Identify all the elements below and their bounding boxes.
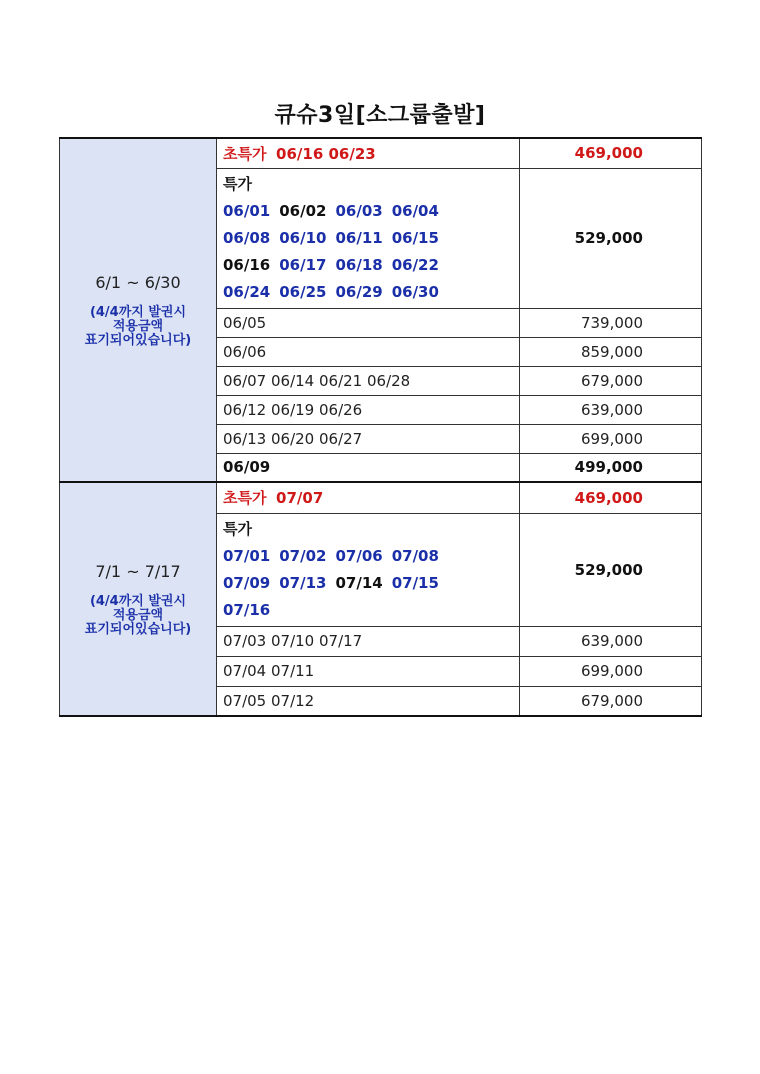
super-special-dates: 06/16 06/23 <box>276 144 376 163</box>
dates-cell: 06/06 <box>217 337 520 366</box>
special-date-line <box>223 252 519 279</box>
super-special-label: 초특가 <box>223 144 267 163</box>
price-cell: 739,000 <box>520 308 702 337</box>
price-cell: 699,000 <box>520 424 702 453</box>
dates-cell: 07/03 07/10 07/17 <box>217 626 520 656</box>
special-date: 07/14 <box>335 573 383 592</box>
period-note: (4/4까지 발권시 적용금액 표기되어있습니다) <box>84 304 192 348</box>
special-dates-block <box>223 514 519 626</box>
dates-cell: 06/09 <box>217 453 520 482</box>
table-row <box>60 482 702 513</box>
dates-cell: 06/12 06/19 06/26 <box>217 395 520 424</box>
special-label: 특가 <box>223 174 252 193</box>
special-date: 06/22 <box>391 255 439 274</box>
special-date: 06/02 <box>279 201 327 220</box>
dates-cell <box>217 513 520 626</box>
special-date: 06/16 <box>223 255 271 274</box>
super-special-dates: 07/07 <box>276 489 324 508</box>
special-date: 06/25 <box>279 282 327 301</box>
price-cell: 639,000 <box>520 626 702 656</box>
special-date: 06/18 <box>335 255 383 274</box>
special-date: 07/02 <box>279 546 327 565</box>
price-cell: 469,000 <box>520 138 702 168</box>
special-date: 07/01 <box>223 546 271 565</box>
special-date-line <box>223 597 519 624</box>
special-date-line <box>223 198 519 225</box>
dates-cell <box>217 168 520 308</box>
price-cell: 699,000 <box>520 656 702 686</box>
table-row <box>60 138 702 168</box>
special-date: 07/16 <box>223 600 271 619</box>
special-date: 07/13 <box>279 573 327 592</box>
price-cell: 529,000 <box>520 168 702 308</box>
special-label: 특가 <box>223 519 252 538</box>
super-special-label: 초특가 <box>223 489 267 508</box>
special-date: 06/29 <box>335 282 383 301</box>
period-note: (4/4까지 발권시 적용금액 표기되어있습니다) <box>84 593 192 637</box>
period-cell-june <box>60 138 217 482</box>
special-date: 06/04 <box>391 201 439 220</box>
special-date-line <box>223 543 519 570</box>
period-cell-july <box>60 482 217 716</box>
special-date: 06/24 <box>223 282 271 301</box>
special-date: 07/15 <box>391 573 439 592</box>
special-date: 07/06 <box>335 546 383 565</box>
dates-cell: 07/04 07/11 <box>217 656 520 686</box>
special-date: 06/10 <box>279 228 327 247</box>
special-date-line <box>223 279 519 306</box>
dates-cell <box>217 482 520 513</box>
special-date: 06/30 <box>391 282 439 301</box>
special-date: 06/15 <box>391 228 439 247</box>
special-date: 06/08 <box>223 228 271 247</box>
special-date: 06/11 <box>335 228 383 247</box>
dates-cell: 06/05 <box>217 308 520 337</box>
special-date: 06/03 <box>335 201 383 220</box>
price-cell: 679,000 <box>520 366 702 395</box>
dates-cell <box>217 138 520 168</box>
special-date-line <box>223 225 519 252</box>
dates-cell: 06/07 06/14 06/21 06/28 <box>217 366 520 395</box>
special-date: 06/01 <box>223 201 271 220</box>
period-range: 7/1 ~ 7/17 <box>95 561 181 581</box>
special-dates-block <box>223 169 519 308</box>
special-date-line <box>223 570 519 597</box>
period-range: 6/1 ~ 6/30 <box>95 272 181 292</box>
price-cell: 859,000 <box>520 337 702 366</box>
special-date: 07/08 <box>391 546 439 565</box>
special-date: 06/17 <box>279 255 327 274</box>
dates-cell: 07/05 07/12 <box>217 686 520 716</box>
page-title: 큐슈3일[소그룹출발] <box>274 103 486 128</box>
price-cell: 639,000 <box>520 395 702 424</box>
special-date: 07/09 <box>223 573 271 592</box>
price-cell: 679,000 <box>520 686 702 716</box>
price-cell: 499,000 <box>520 453 702 482</box>
price-cell: 529,000 <box>520 513 702 626</box>
price-cell: 469,000 <box>520 482 702 513</box>
dates-cell: 06/13 06/20 06/27 <box>217 424 520 453</box>
price-table <box>59 137 702 717</box>
